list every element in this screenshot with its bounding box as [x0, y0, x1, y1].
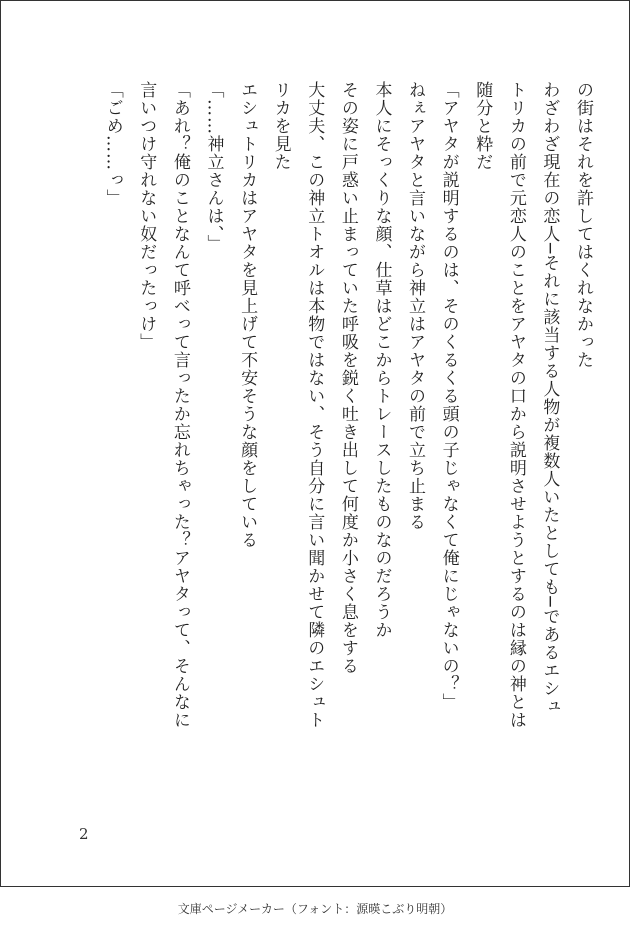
- text-line: 「ごめ……っ」: [102, 81, 123, 207]
- vertical-text-body: [69, 81, 599, 841]
- text-line: の街はそれを許してはくれなかった: [573, 81, 593, 369]
- text-line: 「アヤタが説明するのは、そのくるくる頭の子じゃなくて俺にじゃないの？」: [438, 81, 459, 711]
- text-line: わざわざ現在の恋人─それに該当する人物が複数人いたとしても─であるエシュ: [539, 81, 560, 716]
- text-line: リカを見た: [270, 81, 291, 171]
- text-line: 本人にそっくりな顔、仕草はどこからトレースしたものなのだろうか: [371, 81, 392, 639]
- footer-credit: 文庫ページメーカー（フォント：源暎こぶり明朝）: [177, 902, 453, 916]
- text-line: エシュトリカはアヤタを見上げて不安そうな顔をしている: [237, 81, 258, 549]
- text-line: その姿に戸惑い止まっていた呼吸を鋭く吐き出して何度か小さく息をする: [337, 81, 358, 675]
- page-number: 2: [79, 825, 89, 843]
- text-line: 「あれ？俺のことなんて呼べって言ったか忘れちゃった？アヤタって、そんなに: [169, 81, 190, 729]
- text-line: 言いつけ守れない奴だったっけ」: [136, 81, 157, 351]
- text-line: 大丈夫、この神立トオルは本物ではない、そう自分に言い聞かせて隣のエシュト: [304, 81, 325, 729]
- text-line: 「……神立さんは、」: [203, 81, 224, 253]
- text-line: 随分と粋だ: [472, 81, 493, 171]
- text-line: ねぇアヤタと言いながら神立はアヤタの前で立ち止まる: [405, 81, 426, 531]
- text-line: トリカの前で元恋人のことをアヤタの口から説明させようとするのは縁の神とは: [505, 81, 526, 729]
